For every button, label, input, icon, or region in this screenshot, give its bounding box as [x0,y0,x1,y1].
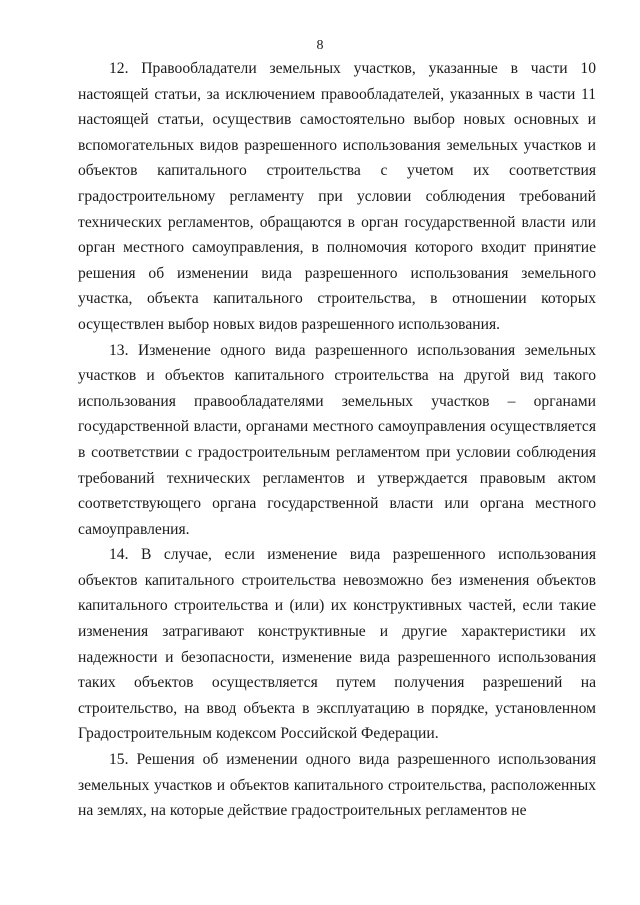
paragraph-12: 12. Правообладатели земельных участков, указанные в части 10 настоящей статьи, за исключением правообладателей, указанных в части 11 настоящей статьи, осуществив самостоятельно выбор новых основных и вспомогательных видов разрешенного использования земельных участков и объектов капитального строительства с учетом их соответствия градостроительному регламенту при условии соблюдения требований технических регламентов, обращаются в орган государственной власти или орган местного самоуправления, в полномочия которого входит принятие решения об изменении вида разрешенного использования земельного участка, объекта капитального строительства, в отношении которых осуществлен выбор новых видов разрешенного использования. [78,60,596,333]
page-number: 8 [316,38,324,53]
document-body [78,56,596,824]
paragraph-14: 14. В случае, если изменение вида разрешенного использования объектов капитального строительства невозможно без изменения объектов капитального строительства и (или) их конструктивных частей, если такие изменения затрагивают конструктивные и другие характеристики их надежности и безопасности, изменение вида разрешенного использования таких объектов осуществляется путем получения разрешений на строительство, на ввод объекта в эксплуатацию в порядке, установленном Градостроительным кодексом Российской Федерации. [78,546,596,743]
paragraph-15: 15. Решения об изменении одного вида разрешенного использования земельных участков и объектов капитального строительства, расположенных на землях, на которые действие градостроительных регламентов не [78,751,596,820]
paragraph-13: 13. Изменение одного вида разрешенного использования земельных участков и объектов капитального строительства на другой вид такого использования правообладателями земельных участков – органами государственной власти, органами местного самоуправления осуществляется в соответствии с градостроительным регламентом при условии соблюдения требований технических регламентов и утверждается правовым актом соответствующего органа государственной власти или органа местного самоуправления. [78,341,596,538]
